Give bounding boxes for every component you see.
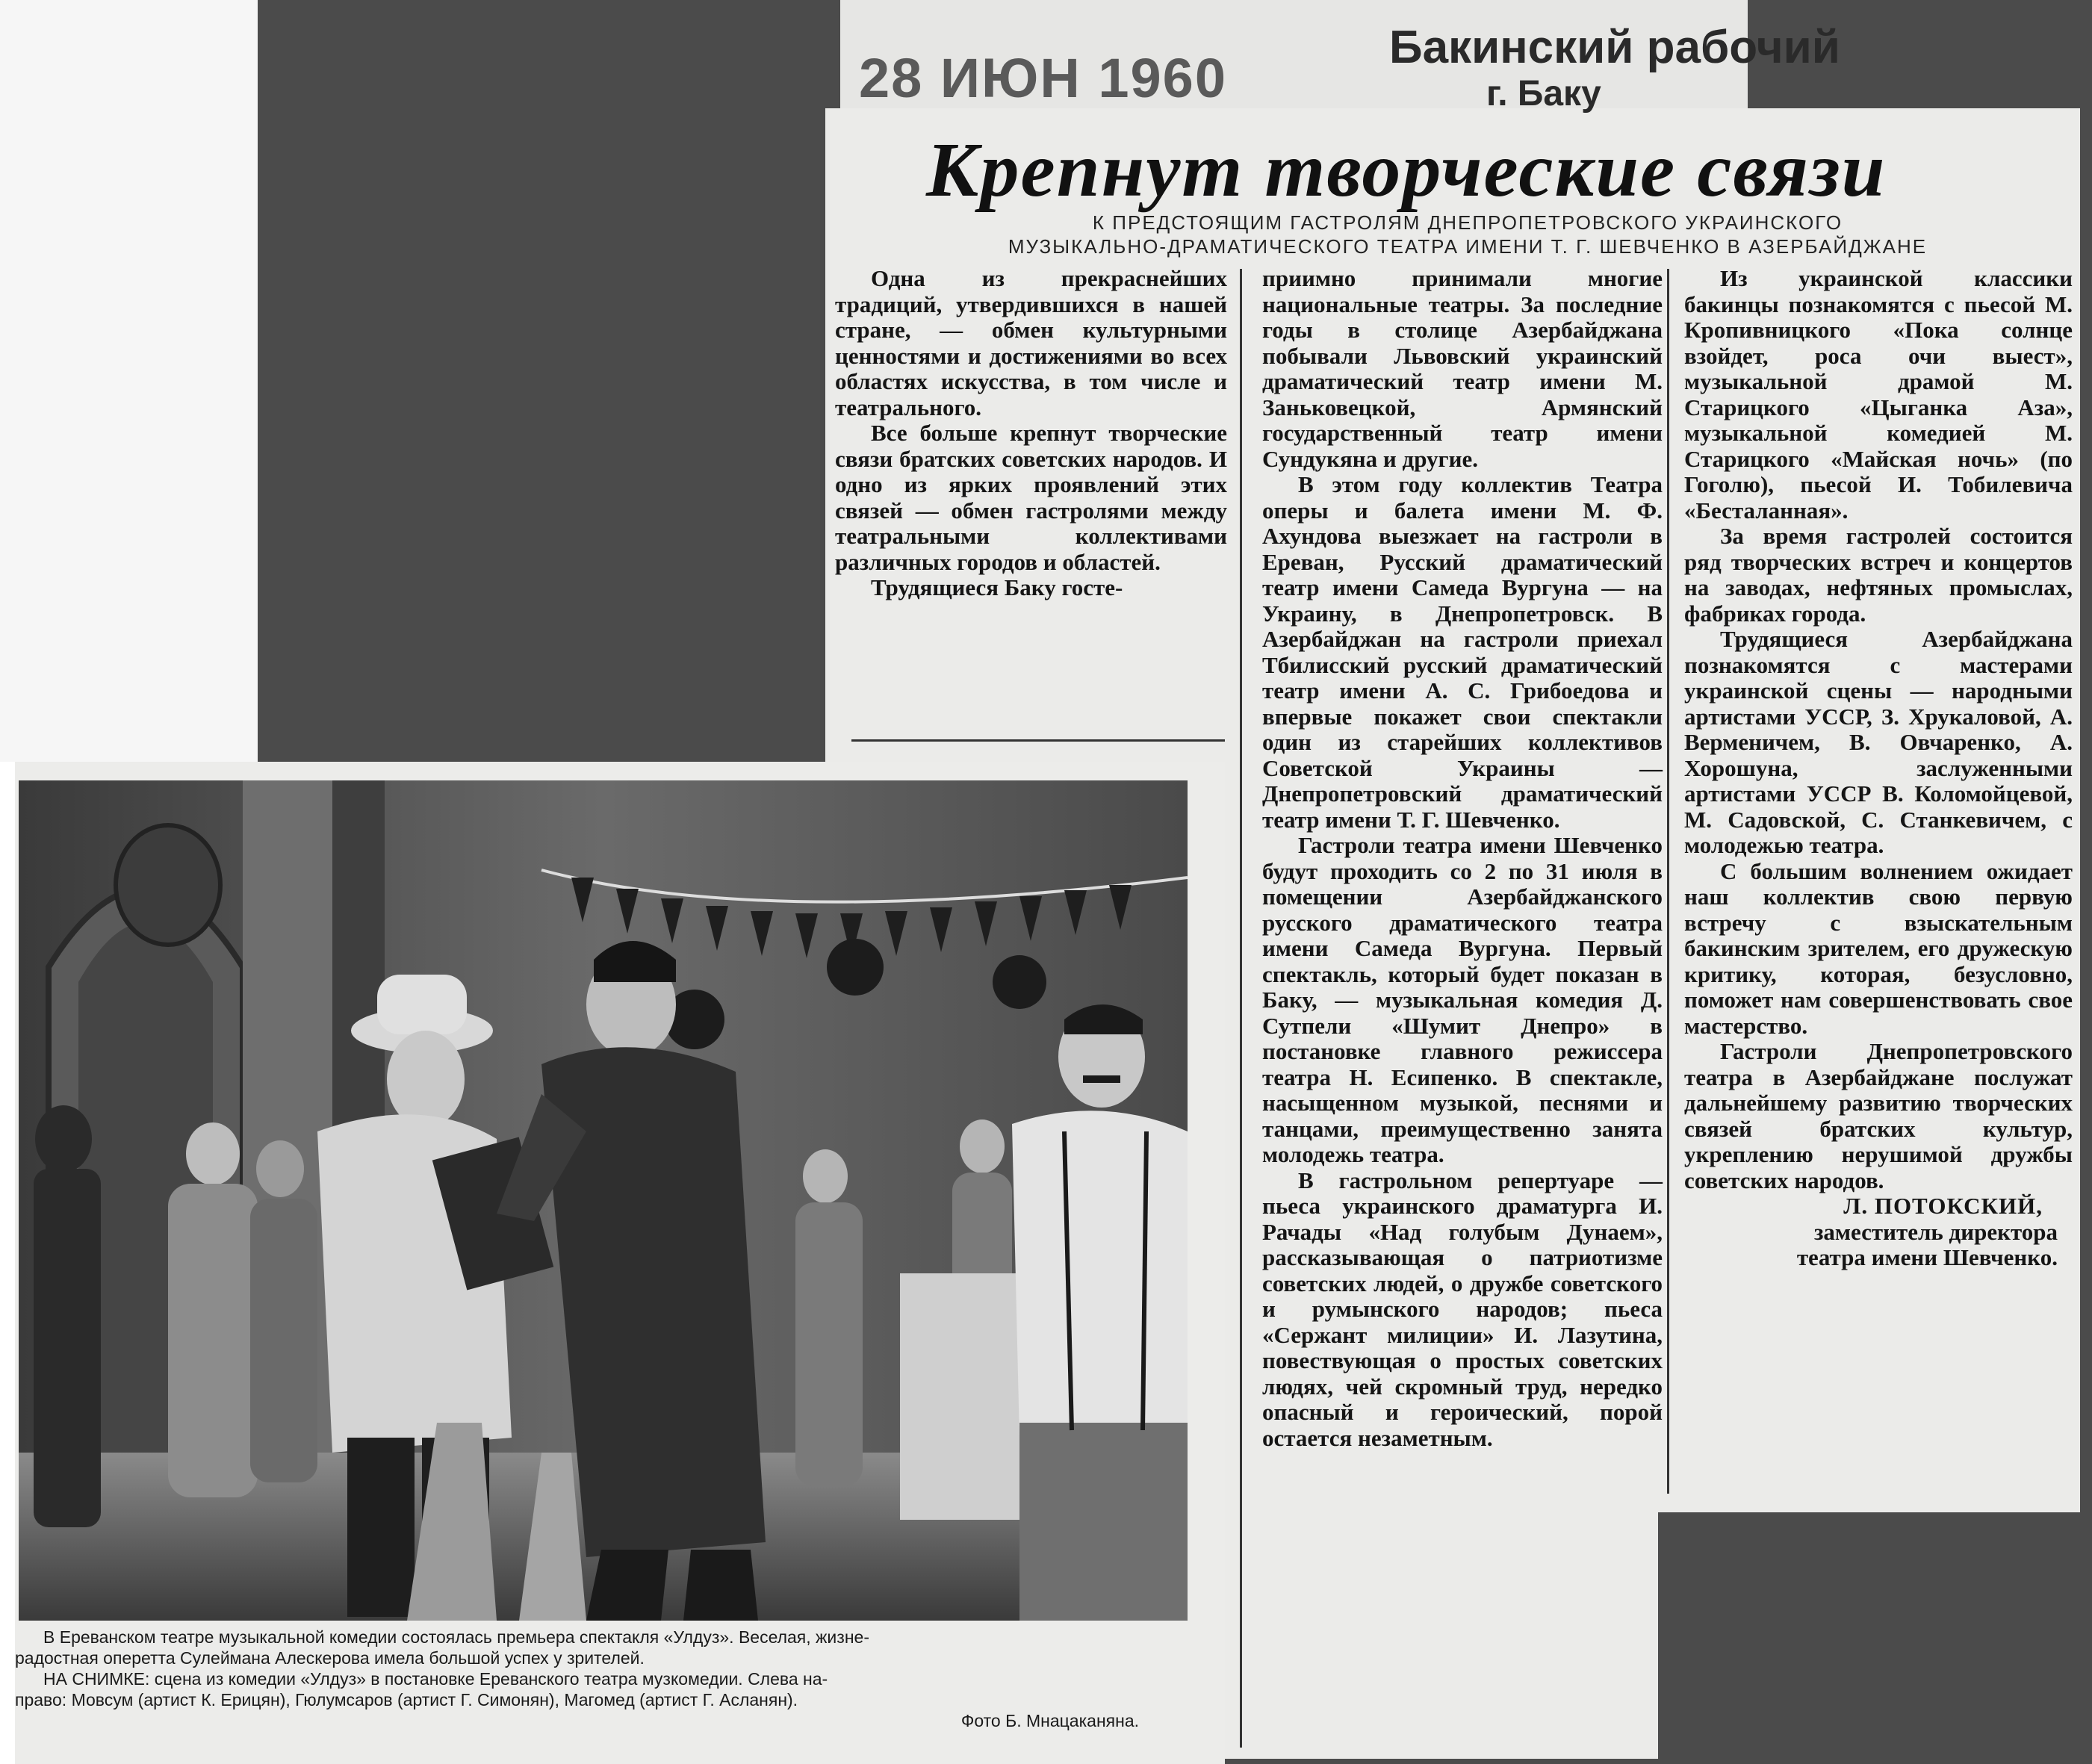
- column-divider: [1240, 269, 1242, 1748]
- article-column-3: [1684, 266, 2073, 1271]
- stage-photo-drawing: [19, 780, 1188, 1621]
- photo-credit: Фото Б. Мнацаканяна.: [960, 1711, 1139, 1730]
- caption-line: НА СНИМКЕ: сцена из комедии «Улдуз» в постановке Ереванского театра музкомедии. Слева на-: [43, 1669, 828, 1689]
- caption-line: В Ереванском театре музыкальной комедии состоялась премьера спектакля «Улдуз». Веселая, жизне-: [43, 1627, 869, 1647]
- paragraph: Трудящиеся Азербайджана познакомятся с мастерами украинской сцены — народными артистами УССР, З. Хрукаловой, А. Верменичем, В. Овчаренко, А. Хорошуна, заслуженными артистами УССР В. Коломойцевой, М. Садовской, С. Станкевичем, с молодежью театра.: [1684, 626, 2073, 858]
- subheadline-line: МУЗЫКАЛЬНО-ДРАМАТИЧЕСКОГО ТЕАТРА ИМЕНИ Т. Г. ШЕВЧЕНКО В АЗЕРБАЙДЖАНЕ: [1008, 235, 1928, 258]
- paragraph: Все больше крепнут творческие связи братских советских народов. И одно из ярких проявлений этих связей — обмен гастролями между театральными коллективами различных городов и областей.: [835, 420, 1227, 575]
- paragraph: приимно принимали многие национальные театры. За последние годы в столице Азербайджана побывали Львовский украинский драматический театр имени М. Заньковецкой, Армянский государственный театр имени Сундукяна и другие.: [1262, 265, 1663, 472]
- column-end-rule: [851, 739, 1225, 742]
- article-column-1: [835, 266, 1227, 601]
- subheadline-line: К ПРЕДСТОЯЩИМ ГАСТРОЛЯМ ДНЕПРОПЕТРОВСКОГО УКРАИНСКОГО: [1092, 211, 1843, 234]
- paragraph: Одна из прекраснейших традиций, утвердившихся в нашей стране, — обмен культурными ценностями и достижениями во всех областях искусства, в том числе и театрального.: [835, 265, 1227, 420]
- author-signature: Л. ПОТОКСКИЙ,: [1843, 1193, 2043, 1219]
- stage-photo: [19, 780, 1188, 1621]
- paragraph: Трудящиеся Баку госте-: [871, 574, 1123, 600]
- paragraph: Из украинской классики бакинцы познакомятся с пьесой М. Кропивницкого «Пока солнце взойдет, роса очи выест», музыкальной драмой М. Старицкого «Цыганка Аза», музыкальной комедией М. Старицкого «Майская ночь» (по Гоголю), пьесой И. Тобилевича «Бесталанная».: [1684, 265, 2073, 524]
- article-subheadline: [926, 211, 2009, 258]
- article-headline: Крепнут творческие связи: [926, 127, 1887, 213]
- caption-line: радостная оперетта Сулеймана Алескерова имела большой успех у зрителей.: [15, 1648, 645, 1668]
- paragraph: В этом году коллектив Театра оперы и балета имени М. Ф. Ахундова выезжает на гастроли в Ереван, Русский драматический театр имени Самеда Вургуна — на Украину, в Днепропетровск. В Азербайджан на гастроли приехал Тбилисский русский драматический театр имени А. С. Грибоедова и впервые покажет свои спектакли один из старейших коллективов Советской Украины — Днепропетровский драматический театр имени Т. Г. Шевченко.: [1262, 471, 1663, 833]
- column-divider: [1667, 269, 1669, 1494]
- clipping-date-stamp: 28 ИЮН 1960: [859, 47, 1227, 109]
- author-position: театра имени Шевченко.: [1796, 1244, 2058, 1270]
- article-column-2: [1262, 266, 1663, 1451]
- paragraph: В гастрольном репертуаре — пьеса украинского драматурга И. Рачады «Над голубым Дунаем», рассказывающая о патриотизме советских людей, о дружбе советского и румынского народов; пьеса «Сержант милиции» И. Лазутина, повествующая о простых советских людях, чей скромный труд, нередко опасный и героический, порой остается незаметным.: [1262, 1167, 1663, 1451]
- caption-line: право: Мовсум (артист К. Ерицян), Гюлумсаров (артист Г. Симонян), Магомед (артист Г. Асланян).: [15, 1690, 798, 1709]
- paragraph: С большим волнением ожидает наш коллектив свою первую встречу с взыскательным бакинским зрителем, его дружескую критику, которая, безусловно, поможет нам совершенствовать свое мастерство.: [1684, 857, 2073, 1039]
- paragraph: Гастроли Днепропетровского театра в Азербайджане послужат дальнейшему развитию творческих связей братских культур, укреплению нерушимой дружбы советских народов.: [1684, 1038, 2073, 1193]
- background-left-strip: [0, 0, 258, 762]
- photo-caption: [15, 1627, 1180, 1731]
- author-position: заместитель директора: [1813, 1218, 2058, 1245]
- paragraph: Гастроли театра имени Шевченко будут проходить со 2 по 31 июля в помещении Азербайджанского русского драматического театра имени Самеда Вургуна. Первый спектакль, который будет показан в Баку, — музыкальная комедия Д. Сутпели «Шумит Днепро» в постановке главного режиссера театра Н. Есипенко. В спектакле, насыщенном музыкой, песнями и танцами, преимущественно занята молодежь театра.: [1262, 832, 1663, 1167]
- newspaper-city: г. Баку: [1486, 74, 1601, 114]
- newspaper-name: Бакинский рабочий: [1389, 22, 1840, 73]
- paragraph: За время гастролей состоится ряд творческих встреч и концертов на заводах, нефтяных промыслах, фабриках города.: [1684, 523, 2073, 627]
